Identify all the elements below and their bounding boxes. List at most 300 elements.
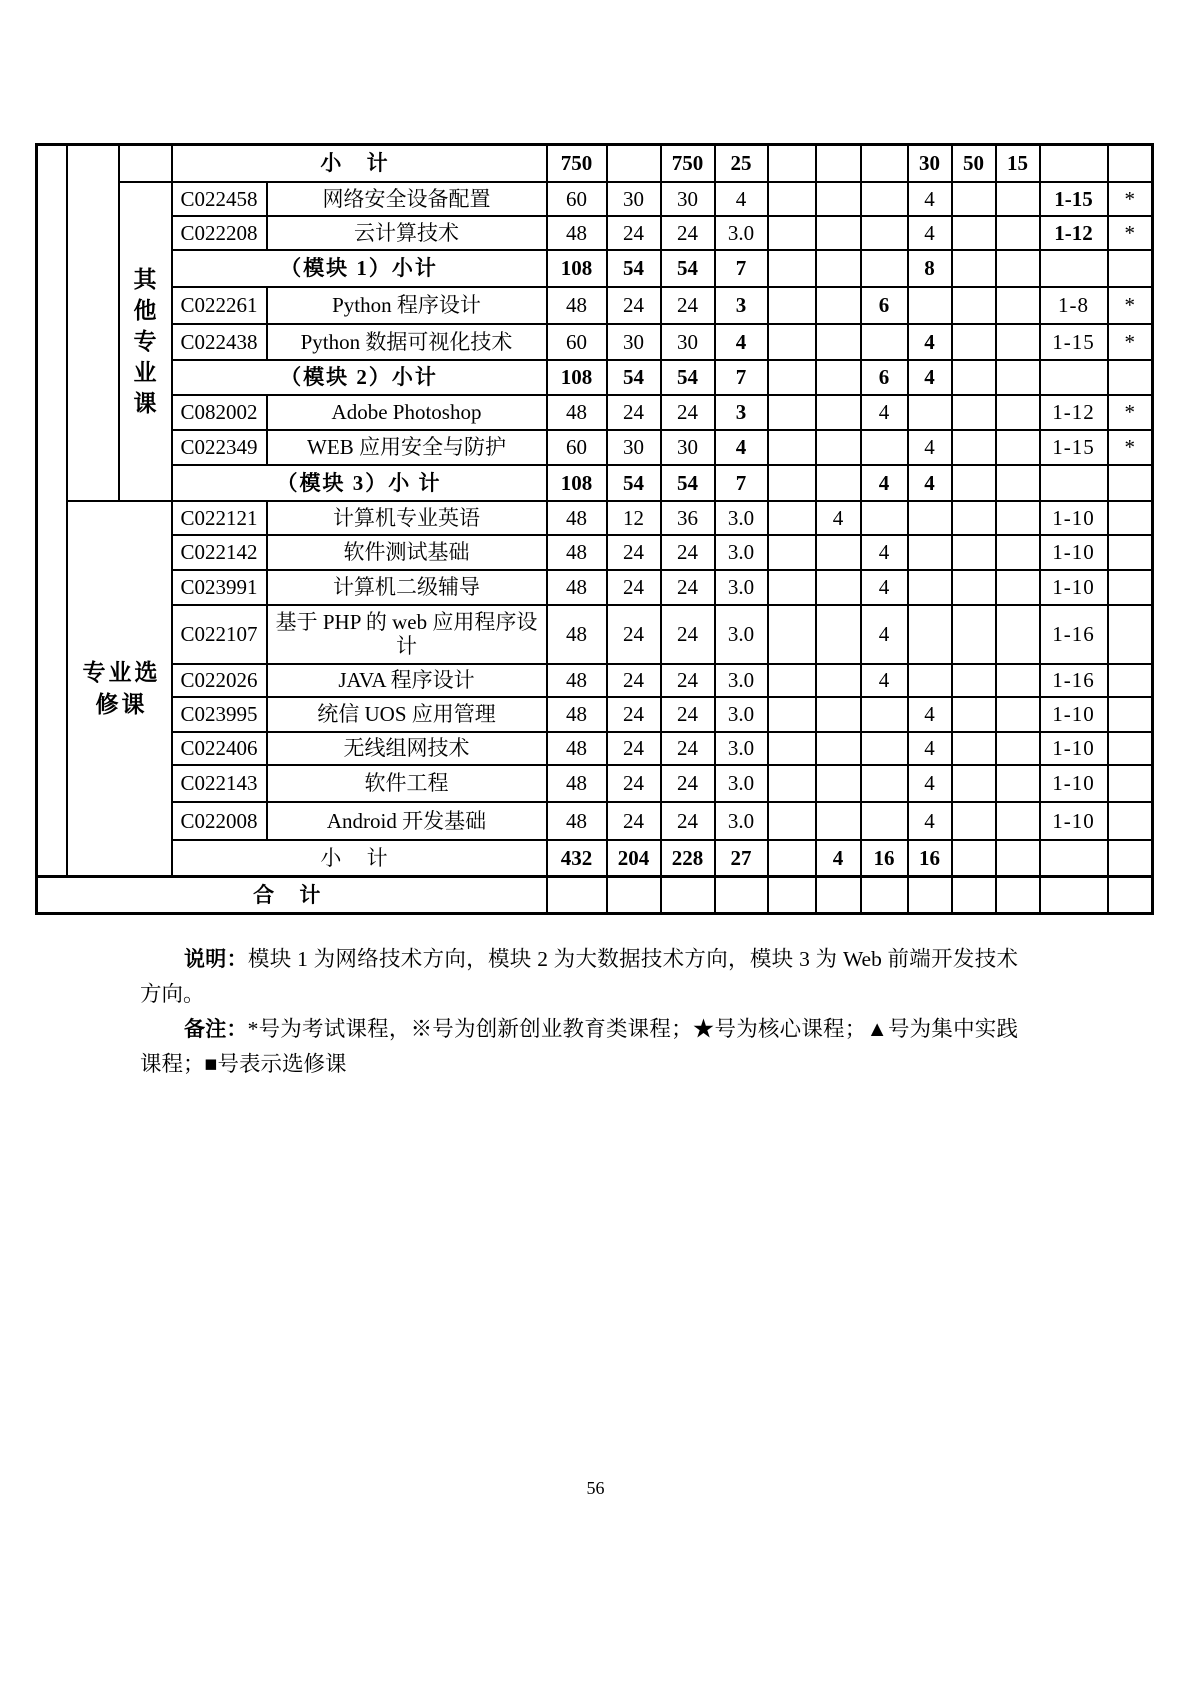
sem3-cell [861, 765, 908, 802]
page-number: 56 [586, 1478, 605, 1498]
hours-practice-cell: 54 [661, 250, 715, 287]
credits-cell: 3.0 [715, 570, 768, 605]
group-label-other: 其他专业课 [133, 265, 157, 416]
table-row [37, 287, 1153, 324]
exam-flag-cell: * [1108, 287, 1153, 324]
hours-total-cell: 48 [547, 697, 607, 732]
sem6-cell [996, 605, 1040, 664]
left-spacer-cell [37, 145, 67, 877]
course-name-cell: 软件工程 [267, 765, 547, 802]
sem4-cell: 16 [908, 840, 952, 877]
sem6-cell [996, 287, 1040, 324]
course-code-cell: C022349 [172, 430, 267, 465]
course-name-cell: 统信 UOS 应用管理 [267, 697, 547, 732]
sem5-cell [952, 697, 996, 732]
course-code-cell: C022406 [172, 732, 267, 765]
sem1-cell [768, 605, 816, 664]
hours-practice-cell: 24 [661, 216, 715, 250]
weeks-cell: 1-10 [1040, 732, 1108, 765]
credits-cell: 3.0 [715, 732, 768, 765]
hours-theory-cell: 24 [607, 765, 661, 802]
table-row [37, 395, 1153, 430]
sem2-cell: 4 [816, 840, 861, 877]
exam-flag-cell [1108, 360, 1153, 395]
hours-theory-cell: 24 [607, 697, 661, 732]
sem3-cell: 6 [861, 360, 908, 395]
sem5-cell [952, 765, 996, 802]
hours-theory-cell: 30 [607, 182, 661, 216]
course-code-cell: C022261 [172, 287, 267, 324]
note-description-label: 说明： [184, 948, 248, 971]
group-label-elective: 专业选修课 [82, 659, 161, 718]
group-spacer-cell [67, 145, 119, 501]
sem4-cell [908, 287, 952, 324]
sem1-cell [768, 877, 816, 914]
note-description [140, 942, 1018, 1012]
sem6-cell [996, 765, 1040, 802]
table-row [37, 250, 1153, 287]
exam-flag-cell: * [1108, 430, 1153, 465]
exam-flag-cell [1108, 501, 1153, 535]
hours-theory-cell: 30 [607, 324, 661, 360]
corner-cell [119, 145, 172, 182]
sem2-cell [816, 765, 861, 802]
sem5-cell [952, 216, 996, 250]
sem4-cell: 4 [908, 732, 952, 765]
table-row [37, 182, 1153, 216]
sem3-cell [861, 877, 908, 914]
sem1-cell [768, 145, 816, 182]
credits-cell: 3.0 [715, 664, 768, 697]
weeks-cell: 1-10 [1040, 765, 1108, 802]
hours-practice-cell: 24 [661, 697, 715, 732]
sem1-cell [768, 840, 816, 877]
note-remarks-label: 备注： [184, 1018, 248, 1041]
subtotal-label-cell: 小 计 [172, 145, 547, 182]
sem2-cell [816, 465, 861, 501]
sem5-cell [952, 465, 996, 501]
sem4-cell: 4 [908, 360, 952, 395]
course-code-cell: C022142 [172, 535, 267, 570]
sem1-cell [768, 182, 816, 216]
hours-practice-cell: 24 [661, 732, 715, 765]
hours-theory-cell [607, 877, 661, 914]
sem3-cell: 4 [861, 535, 908, 570]
course-name-cell: 云计算技术 [267, 216, 547, 250]
table-row [37, 570, 1153, 605]
sem1-cell [768, 360, 816, 395]
exam-flag-cell: * [1108, 395, 1153, 430]
sem3-cell: 4 [861, 605, 908, 664]
sem6-cell: 15 [996, 145, 1040, 182]
credits-cell: 7 [715, 360, 768, 395]
credits-cell: 4 [715, 182, 768, 216]
sem4-cell: 30 [908, 145, 952, 182]
weeks-cell: 1-10 [1040, 570, 1108, 605]
hours-practice-cell: 54 [661, 360, 715, 395]
sem1-cell [768, 732, 816, 765]
sem1-cell [768, 465, 816, 501]
exam-flag-cell [1108, 697, 1153, 732]
sem2-cell [816, 287, 861, 324]
hours-theory-cell: 24 [607, 570, 661, 605]
hours-theory-cell: 24 [607, 802, 661, 840]
grand-total-label-cell: 合 计 [37, 877, 547, 914]
hours-total-cell: 60 [547, 182, 607, 216]
sem5-cell [952, 287, 996, 324]
sem1-cell [768, 664, 816, 697]
course-name-cell: 基于 PHP 的 web 应用程序设计 [267, 605, 547, 664]
hours-practice-cell: 54 [661, 465, 715, 501]
sem3-cell [861, 145, 908, 182]
hours-total-cell: 48 [547, 605, 607, 664]
weeks-cell [1040, 877, 1108, 914]
credits-cell: 4 [715, 430, 768, 465]
sem2-cell [816, 697, 861, 732]
hours-total-cell: 48 [547, 570, 607, 605]
sem4-cell [908, 877, 952, 914]
sem6-cell [996, 250, 1040, 287]
sem6-cell [996, 664, 1040, 697]
course-code-cell: C023991 [172, 570, 267, 605]
sem2-cell [816, 430, 861, 465]
course-name-cell: 软件测试基础 [267, 535, 547, 570]
hours-theory-cell: 12 [607, 501, 661, 535]
sem2-cell: 4 [816, 501, 861, 535]
exam-flag-cell [1108, 840, 1153, 877]
credits-cell: 27 [715, 840, 768, 877]
sem5-cell: 50 [952, 145, 996, 182]
sem4-cell [908, 501, 952, 535]
sem5-cell [952, 802, 996, 840]
course-name-cell: 网络安全设备配置 [267, 182, 547, 216]
hours-practice-cell: 30 [661, 182, 715, 216]
weeks-cell [1040, 360, 1108, 395]
table-row [37, 430, 1153, 465]
sem4-cell [908, 570, 952, 605]
note-remarks-text: *号为考试课程，※号为创新创业教育类课程；★号为核心课程；▲号为集中实践课程；■号表示选修课 [140, 1017, 1018, 1076]
sem6-cell [996, 360, 1040, 395]
sem2-cell [816, 182, 861, 216]
sem3-cell: 16 [861, 840, 908, 877]
table-row [37, 324, 1153, 360]
exam-flag-cell [1108, 465, 1153, 501]
sem6-cell [996, 535, 1040, 570]
hours-total-cell: 48 [547, 287, 607, 324]
sem6-cell [996, 324, 1040, 360]
course-name-cell: JAVA 程序设计 [267, 664, 547, 697]
hours-theory-cell: 24 [607, 395, 661, 430]
sem1-cell [768, 570, 816, 605]
weeks-cell [1040, 250, 1108, 287]
course-code-cell: C022026 [172, 664, 267, 697]
sem2-cell [816, 145, 861, 182]
hours-total-cell: 108 [547, 360, 607, 395]
hours-total-cell: 48 [547, 802, 607, 840]
course-code-cell: C023995 [172, 697, 267, 732]
exam-flag-cell [1108, 145, 1153, 182]
weeks-cell: 1-8 [1040, 287, 1108, 324]
sem1-cell [768, 216, 816, 250]
sem1-cell [768, 802, 816, 840]
table-row [37, 605, 1153, 664]
sem3-cell: 4 [861, 570, 908, 605]
hours-total-cell: 48 [547, 501, 607, 535]
table-row [37, 765, 1153, 802]
credits-cell: 3.0 [715, 697, 768, 732]
hours-practice-cell: 30 [661, 430, 715, 465]
table-row [37, 664, 1153, 697]
hours-theory-cell: 24 [607, 287, 661, 324]
sem5-cell [952, 250, 996, 287]
note-description-text: 模块 1 为网络技术方向，模块 2 为大数据技术方向，模块 3 为 Web 前端开发技术方向。 [140, 947, 1018, 1006]
hours-theory-cell: 24 [607, 605, 661, 664]
credits-cell: 3.0 [715, 216, 768, 250]
hours-practice-cell: 750 [661, 145, 715, 182]
credits-cell: 3.0 [715, 605, 768, 664]
exam-flag-cell [1108, 250, 1153, 287]
sem5-cell [952, 732, 996, 765]
weeks-cell [1040, 840, 1108, 877]
table-row [37, 840, 1153, 877]
credits-cell: 3.0 [715, 501, 768, 535]
sem4-cell [908, 664, 952, 697]
course-code-cell: C022458 [172, 182, 267, 216]
course-code-cell: C022121 [172, 501, 267, 535]
hours-total-cell: 48 [547, 765, 607, 802]
sem3-cell [861, 501, 908, 535]
hours-theory-cell: 54 [607, 465, 661, 501]
hours-practice-cell: 24 [661, 395, 715, 430]
hours-total-cell: 108 [547, 250, 607, 287]
weeks-cell: 1-15 [1040, 430, 1108, 465]
course-code-cell: C022208 [172, 216, 267, 250]
hours-total-cell: 432 [547, 840, 607, 877]
sem5-cell [952, 324, 996, 360]
sem6-cell [996, 802, 1040, 840]
subtotal-label-cell: 小 计 [172, 840, 547, 877]
sem6-cell [996, 216, 1040, 250]
sem1-cell [768, 501, 816, 535]
credits-cell: 4 [715, 324, 768, 360]
hours-practice-cell: 228 [661, 840, 715, 877]
hours-practice-cell: 24 [661, 605, 715, 664]
table-row [37, 360, 1153, 395]
hours-practice-cell: 24 [661, 765, 715, 802]
hours-practice-cell: 30 [661, 324, 715, 360]
sem1-cell [768, 697, 816, 732]
sem5-cell [952, 664, 996, 697]
hours-practice-cell: 24 [661, 535, 715, 570]
sem2-cell [816, 570, 861, 605]
sem6-cell [996, 697, 1040, 732]
weeks-cell [1040, 145, 1108, 182]
exam-flag-cell: * [1108, 216, 1153, 250]
sem5-cell [952, 395, 996, 430]
course-code-cell: C022143 [172, 765, 267, 802]
sem1-cell [768, 287, 816, 324]
hours-practice-cell [661, 877, 715, 914]
table-row [37, 465, 1153, 501]
table-row [37, 501, 1153, 535]
weeks-cell: 1-15 [1040, 182, 1108, 216]
sem4-cell: 4 [908, 765, 952, 802]
course-code-cell: C022438 [172, 324, 267, 360]
sem1-cell [768, 765, 816, 802]
hours-total-cell: 750 [547, 145, 607, 182]
sem2-cell [816, 395, 861, 430]
sem5-cell [952, 535, 996, 570]
hours-theory-cell [607, 145, 661, 182]
sem1-cell [768, 395, 816, 430]
sem4-cell: 4 [908, 324, 952, 360]
sem6-cell [996, 430, 1040, 465]
hours-theory-cell: 24 [607, 664, 661, 697]
sem5-cell [952, 840, 996, 877]
exam-flag-cell [1108, 732, 1153, 765]
sem3-cell [861, 430, 908, 465]
hours-total-cell [547, 877, 607, 914]
sem6-cell [996, 465, 1040, 501]
sem2-cell [816, 360, 861, 395]
sem5-cell [952, 501, 996, 535]
sem1-cell [768, 430, 816, 465]
curriculum-table [35, 143, 1154, 915]
sem6-cell [996, 732, 1040, 765]
hours-practice-cell: 24 [661, 802, 715, 840]
weeks-cell: 1-15 [1040, 324, 1108, 360]
note-remarks [140, 1012, 1018, 1082]
sem2-cell [816, 664, 861, 697]
course-code-cell: C022107 [172, 605, 267, 664]
hours-total-cell: 48 [547, 664, 607, 697]
weeks-cell: 1-10 [1040, 501, 1108, 535]
credits-cell: 3 [715, 287, 768, 324]
sem6-cell [996, 877, 1040, 914]
sem6-cell [996, 501, 1040, 535]
sem2-cell [816, 802, 861, 840]
module-subtotal-label-cell: （模块 3）小 计 [172, 465, 547, 501]
sem4-cell [908, 535, 952, 570]
sem3-cell [861, 732, 908, 765]
sem3-cell [861, 697, 908, 732]
sem3-cell [861, 250, 908, 287]
table-row [37, 697, 1153, 732]
hours-total-cell: 48 [547, 395, 607, 430]
course-name-cell: 无线组网技术 [267, 732, 547, 765]
sem5-cell [952, 430, 996, 465]
weeks-cell: 1-10 [1040, 697, 1108, 732]
weeks-cell: 1-16 [1040, 605, 1108, 664]
course-name-cell: WEB 应用安全与防护 [267, 430, 547, 465]
course-name-cell: Adobe Photoshop [267, 395, 547, 430]
course-name-cell: 计算机二级辅导 [267, 570, 547, 605]
hours-theory-cell: 24 [607, 732, 661, 765]
course-name-cell: Python 程序设计 [267, 287, 547, 324]
hours-theory-cell: 204 [607, 840, 661, 877]
sem2-cell [816, 216, 861, 250]
hours-practice-cell: 24 [661, 664, 715, 697]
group-label-other-cell [119, 182, 172, 501]
module-subtotal-label-cell: （模块 1）小计 [172, 250, 547, 287]
hours-practice-cell: 24 [661, 287, 715, 324]
credits-cell: 7 [715, 465, 768, 501]
sem6-cell [996, 840, 1040, 877]
hours-total-cell: 60 [547, 430, 607, 465]
sem4-cell: 8 [908, 250, 952, 287]
exam-flag-cell [1108, 877, 1153, 914]
table-row [37, 802, 1153, 840]
sem3-cell: 4 [861, 395, 908, 430]
exam-flag-cell: * [1108, 182, 1153, 216]
sem4-cell [908, 605, 952, 664]
course-code-cell: C022008 [172, 802, 267, 840]
weeks-cell [1040, 465, 1108, 501]
exam-flag-cell [1108, 605, 1153, 664]
sem2-cell [816, 877, 861, 914]
exam-flag-cell [1108, 664, 1153, 697]
sem3-cell [861, 216, 908, 250]
hours-practice-cell: 24 [661, 570, 715, 605]
sem4-cell [908, 395, 952, 430]
sem5-cell [952, 182, 996, 216]
sem2-cell [816, 324, 861, 360]
hours-theory-cell: 24 [607, 216, 661, 250]
sem2-cell [816, 732, 861, 765]
weeks-cell: 1-16 [1040, 664, 1108, 697]
module-subtotal-label-cell: （模块 2）小计 [172, 360, 547, 395]
credits-cell: 3.0 [715, 765, 768, 802]
sem3-cell [861, 324, 908, 360]
weeks-cell: 1-12 [1040, 216, 1108, 250]
sem4-cell: 4 [908, 182, 952, 216]
sem1-cell [768, 324, 816, 360]
course-name-cell: Python 数据可视化技术 [267, 324, 547, 360]
exam-flag-cell [1108, 765, 1153, 802]
table-row [37, 732, 1153, 765]
hours-theory-cell: 54 [607, 250, 661, 287]
hours-total-cell: 48 [547, 535, 607, 570]
sem2-cell [816, 250, 861, 287]
hours-total-cell: 60 [547, 324, 607, 360]
hours-theory-cell: 24 [607, 535, 661, 570]
sem3-cell: 4 [861, 465, 908, 501]
sem1-cell [768, 250, 816, 287]
exam-flag-cell [1108, 535, 1153, 570]
weeks-cell: 1-10 [1040, 802, 1108, 840]
hours-practice-cell: 36 [661, 501, 715, 535]
group-label-elective-cell [67, 501, 172, 877]
sem4-cell: 4 [908, 465, 952, 501]
sem3-cell: 6 [861, 287, 908, 324]
hours-theory-cell: 30 [607, 430, 661, 465]
credits-cell: 3.0 [715, 802, 768, 840]
sem2-cell [816, 605, 861, 664]
sem4-cell: 4 [908, 697, 952, 732]
sem2-cell [816, 535, 861, 570]
credits-cell [715, 877, 768, 914]
sem4-cell: 4 [908, 216, 952, 250]
credits-cell: 3.0 [715, 535, 768, 570]
table-row [37, 145, 1153, 182]
table-row [37, 216, 1153, 250]
hours-total-cell: 48 [547, 216, 607, 250]
credits-cell: 7 [715, 250, 768, 287]
sem3-cell [861, 802, 908, 840]
sem4-cell: 4 [908, 430, 952, 465]
course-code-cell: C082002 [172, 395, 267, 430]
exam-flag-cell [1108, 570, 1153, 605]
